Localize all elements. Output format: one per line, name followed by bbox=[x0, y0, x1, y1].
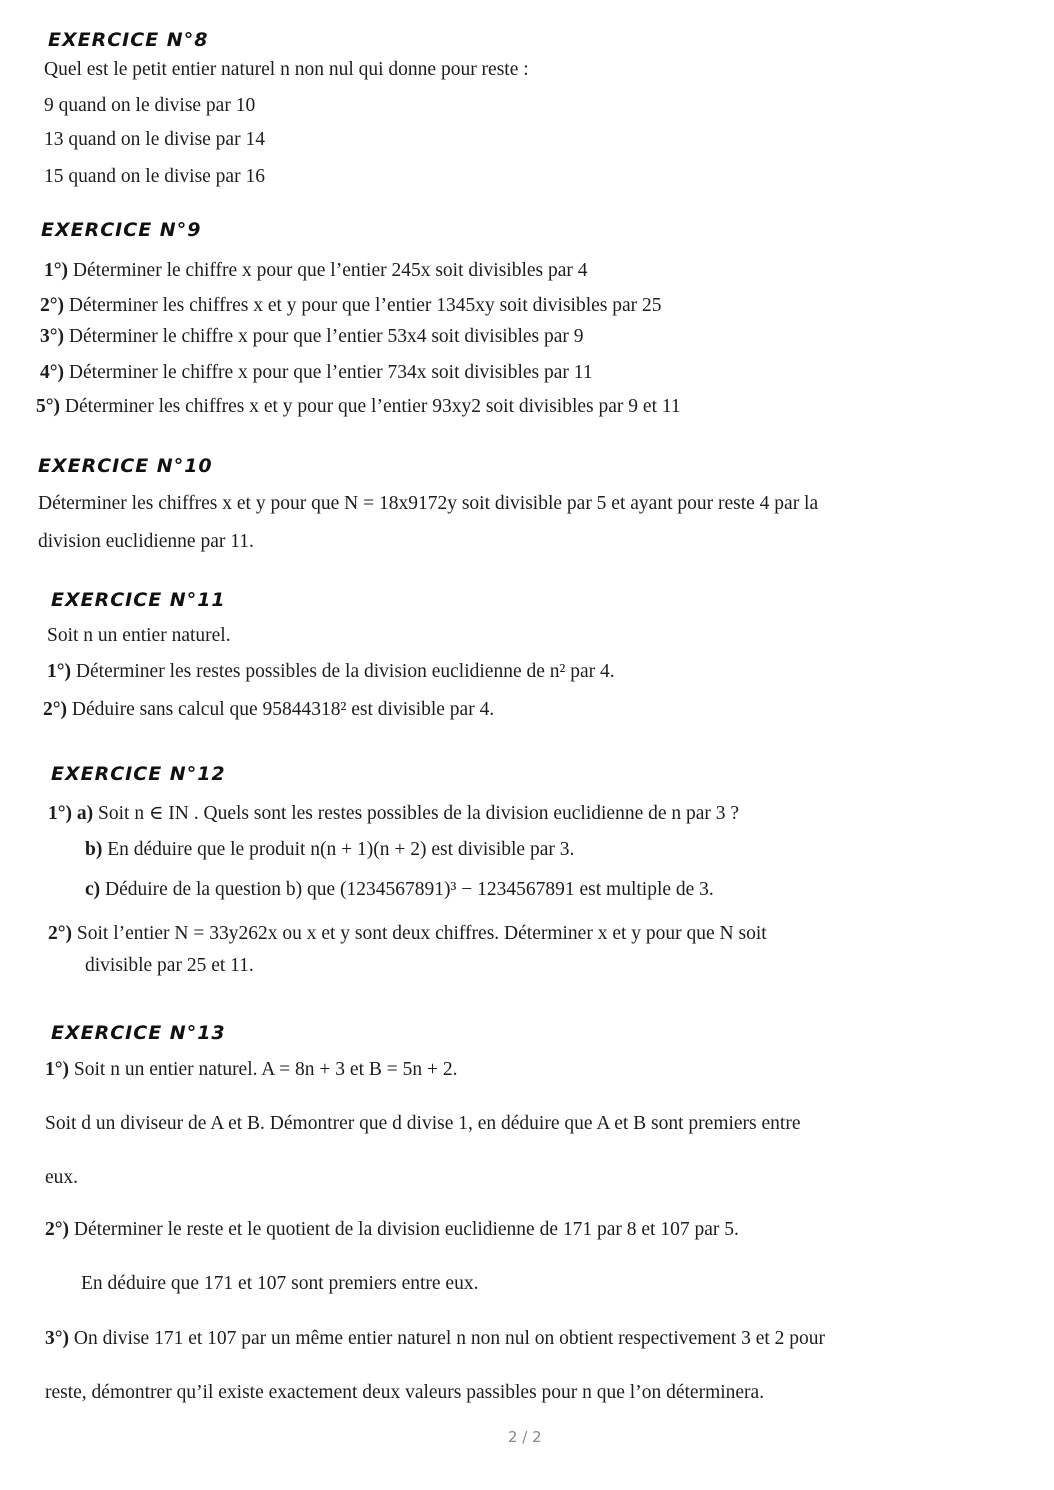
exercise-9-title: EXERCICE N°9 bbox=[41, 219, 202, 241]
item-label: 2°) bbox=[48, 923, 73, 944]
exercise-9-item bbox=[40, 295, 662, 317]
exercise-9-item bbox=[44, 260, 588, 282]
sub-label: a) bbox=[76, 803, 94, 824]
exercise-13-continuation: reste, démontrer qu’il existe exactement deux valeurs passibles pour n que l’on déterminera. bbox=[45, 1382, 765, 1403]
exercise-10-line: Déterminer les chiffres x et y pour que N = 18x9172y soit divisible par 5 et ayant pour reste 4 par la bbox=[38, 493, 819, 514]
item-text: Déduire sans calcul que 95844318² est divisible par 4. bbox=[71, 699, 495, 720]
item-text: On divise 171 et 107 par un même entier naturel n non nul on obtient respectivement 3 et 2 pour bbox=[73, 1328, 826, 1349]
exercise-8-line: 15 quand on le divise par 16 bbox=[44, 166, 265, 187]
exercise-12-item bbox=[48, 801, 739, 825]
item-label: 3°) bbox=[45, 1328, 70, 1349]
exercise-11-title: EXERCICE N°11 bbox=[51, 589, 226, 611]
item-label: 2°) bbox=[40, 295, 65, 316]
exercise-11-item bbox=[47, 661, 615, 683]
item-text: Déterminer les chiffres x et y pour que l’entier 1345xy soit divisibles par 25 bbox=[68, 295, 662, 316]
exercise-12-item bbox=[48, 923, 767, 945]
item-label: 1°) bbox=[44, 260, 69, 281]
exercise-12-continuation: divisible par 25 et 11. bbox=[85, 955, 254, 976]
exercise-8-title: EXERCICE N°8 bbox=[48, 29, 209, 51]
exercise-12-item bbox=[85, 839, 574, 861]
item-label: 3°) bbox=[40, 326, 65, 347]
item-label: 1°) bbox=[48, 803, 73, 824]
item-text: Déterminer le chiffre x pour que l’entier 734x soit divisibles par 11 bbox=[68, 362, 593, 383]
exercise-12-item bbox=[85, 879, 714, 901]
exercise-9-item bbox=[36, 396, 681, 418]
sub-label: b) bbox=[85, 839, 103, 860]
exercise-8-line: 9 quand on le divise par 10 bbox=[44, 95, 256, 116]
exercise-9-item bbox=[40, 362, 593, 384]
item-label: 2°) bbox=[43, 699, 68, 720]
item-text: Soit n ∈ IN . Quels sont les restes possibles de la division euclidienne de n par 3 ? bbox=[98, 803, 740, 824]
item-label: 4°) bbox=[40, 362, 65, 383]
sub-label: c) bbox=[85, 879, 101, 900]
exercise-11-item bbox=[43, 699, 494, 721]
exercise-13-item bbox=[45, 1059, 458, 1081]
item-text: Déterminer le chiffre x pour que l’entier 53x4 soit divisibles par 9 bbox=[68, 326, 584, 347]
exercise-8-line: Quel est le petit entier naturel n non nul qui donne pour reste : bbox=[44, 59, 529, 80]
exercise-9-item bbox=[40, 326, 584, 348]
exercise-11-intro: Soit n un entier naturel. bbox=[47, 625, 231, 646]
item-text: Déterminer les chiffres x et y pour que l’entier 93xy2 soit divisibles par 9 et 11 bbox=[64, 396, 681, 417]
item-text: Déduire de la question b) que (1234567891)³ − 1234567891 est multiple de 3. bbox=[105, 879, 714, 900]
exercise-13-item: Soit d un diviseur de A et B. Démontrer que d divise 1, en déduire que A et B sont premiers entre bbox=[45, 1113, 801, 1134]
item-text: Déterminer le reste et le quotient de la division euclidienne de 171 par 8 et 107 par 5. bbox=[73, 1219, 739, 1240]
item-text: Soit l’entier N = 33y262x ou x et y sont deux chiffres. Déterminer x et y pour que N soit bbox=[76, 923, 767, 944]
item-label: 1°) bbox=[45, 1059, 70, 1080]
item-label: 5°) bbox=[36, 396, 61, 417]
exercise-13-title: EXERCICE N°13 bbox=[51, 1022, 226, 1044]
item-label: 2°) bbox=[45, 1219, 70, 1240]
exercise-12-title: EXERCICE N°12 bbox=[51, 763, 226, 785]
page-number: 2 / 2 bbox=[508, 1428, 542, 1446]
exercise-13-item bbox=[45, 1328, 825, 1350]
exercise-13-item bbox=[45, 1219, 739, 1241]
item-text: En déduire que le produit n(n + 1)(n + 2) est divisible par 3. bbox=[107, 839, 575, 860]
item-text: Déterminer le chiffre x pour que l’entier 245x soit divisibles par 4 bbox=[72, 260, 588, 281]
item-text: Déterminer les restes possibles de la division euclidienne de n² par 4. bbox=[75, 661, 615, 682]
exercise-13-continuation: eux. bbox=[45, 1167, 79, 1188]
exercise-8-line: 13 quand on le divise par 14 bbox=[44, 129, 265, 150]
exercise-13-continuation: En déduire que 171 et 107 sont premiers entre eux. bbox=[81, 1273, 479, 1294]
item-text: Soit n un entier naturel. A = 8n + 3 et B = 5n + 2. bbox=[73, 1059, 458, 1080]
exercise-10-title: EXERCICE N°10 bbox=[38, 455, 213, 477]
item-label: 1°) bbox=[47, 661, 72, 682]
exercise-10-line: division euclidienne par 11. bbox=[38, 531, 254, 552]
